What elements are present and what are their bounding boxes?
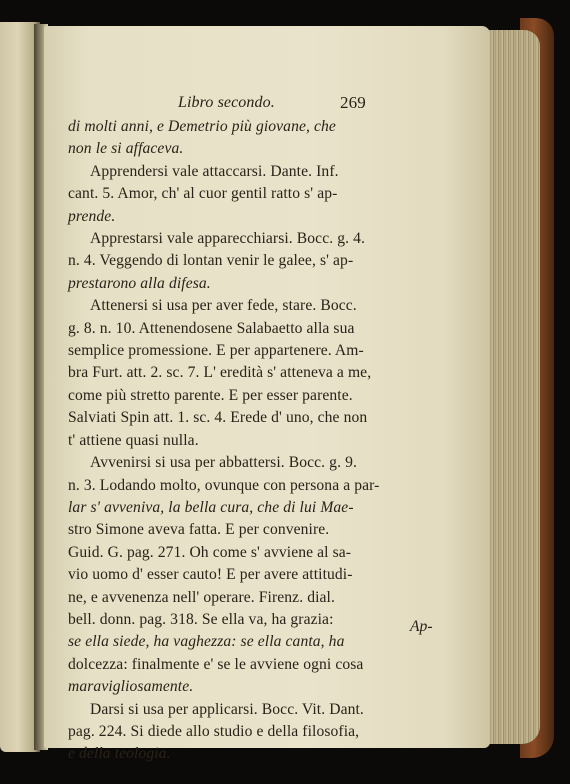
page-text-block — [68, 92, 470, 766]
body-text — [68, 116, 470, 766]
page-number: 269 — [340, 93, 366, 112]
text-line: stro Simone aveva fatta. E per convenire. — [68, 521, 330, 539]
text-line: Attenersi si usa per aver fede, stare. Bocc. — [90, 297, 357, 315]
text-line: bra Furt. att. 2. sc. 7. L' eredità s' atteneva a me, — [68, 364, 372, 382]
text-line: maravigliosamente. — [68, 678, 194, 696]
text-line: ne, e avvenenza nell' operare. Firenz. dial. — [68, 588, 335, 606]
text-line: semplice promessione. E per appartenere. Am- — [68, 342, 364, 360]
page-header — [68, 92, 470, 114]
text-line: prestarono alla difesa. — [68, 274, 211, 292]
text-line: Apprestarsi vale apparecchiarsi. Bocc. g. 4. — [90, 230, 366, 248]
text-line: Avvenirsi si usa per abbattersi. Bocc. g. 9. — [90, 454, 357, 472]
text-line: prende. — [68, 207, 116, 225]
running-head: Libro secondo. — [178, 94, 275, 111]
text-line: n. 4. Veggendo di lontan venir le galee, s' ap- — [68, 252, 354, 270]
text-line: bell. donn. pag. 318. Se ella va, ha grazia: — [68, 610, 334, 628]
text-line: Salviati Spin att. 1. sc. 4. Erede d' uno, che non — [68, 409, 368, 427]
text-line: dolcezza: finalmente e' se le avviene ogni cosa — [68, 655, 364, 673]
text-line: g. 8. n. 10. Attenendosene Salabaetto alla sua — [68, 319, 355, 337]
text-line: e della teologia. — [68, 745, 171, 763]
text-line: se ella siede, ha vaghezza: se ella canta, ha — [68, 633, 345, 651]
text-line: non le si affaceva. — [68, 140, 184, 158]
text-line: Apprendersi vale attaccarsi. Dante. Inf. — [90, 162, 339, 180]
page-block-edges — [484, 30, 540, 744]
text-line: lar s' avveniva, la bella cura, che di lui Mae- — [68, 498, 354, 516]
text-line: come più stretto parente. E per esser parente. — [68, 386, 353, 404]
text-line: vio uomo d' esser cauto! E per avere attitudi- — [68, 566, 353, 584]
text-line: pag. 224. Si diede allo studio e della filosofia, — [68, 722, 360, 740]
text-line: cant. 5. Amor, ch' al cuor gentil ratto s' ap- — [68, 185, 338, 203]
text-line: Guid. G. pag. 271. Oh come s' avviene al sa- — [68, 543, 352, 561]
catchword: Ap- — [410, 618, 433, 635]
text-line: di molti anni, e Demetrio più giovane, che — [68, 118, 336, 135]
text-line: Darsi si usa per applicarsi. Bocc. Vit. Dant. — [90, 700, 364, 718]
text-line: n. 3. Lodando molto, ovunque con persona a par- — [68, 476, 380, 494]
text-line: t' attiene quasi nulla. — [68, 431, 199, 449]
